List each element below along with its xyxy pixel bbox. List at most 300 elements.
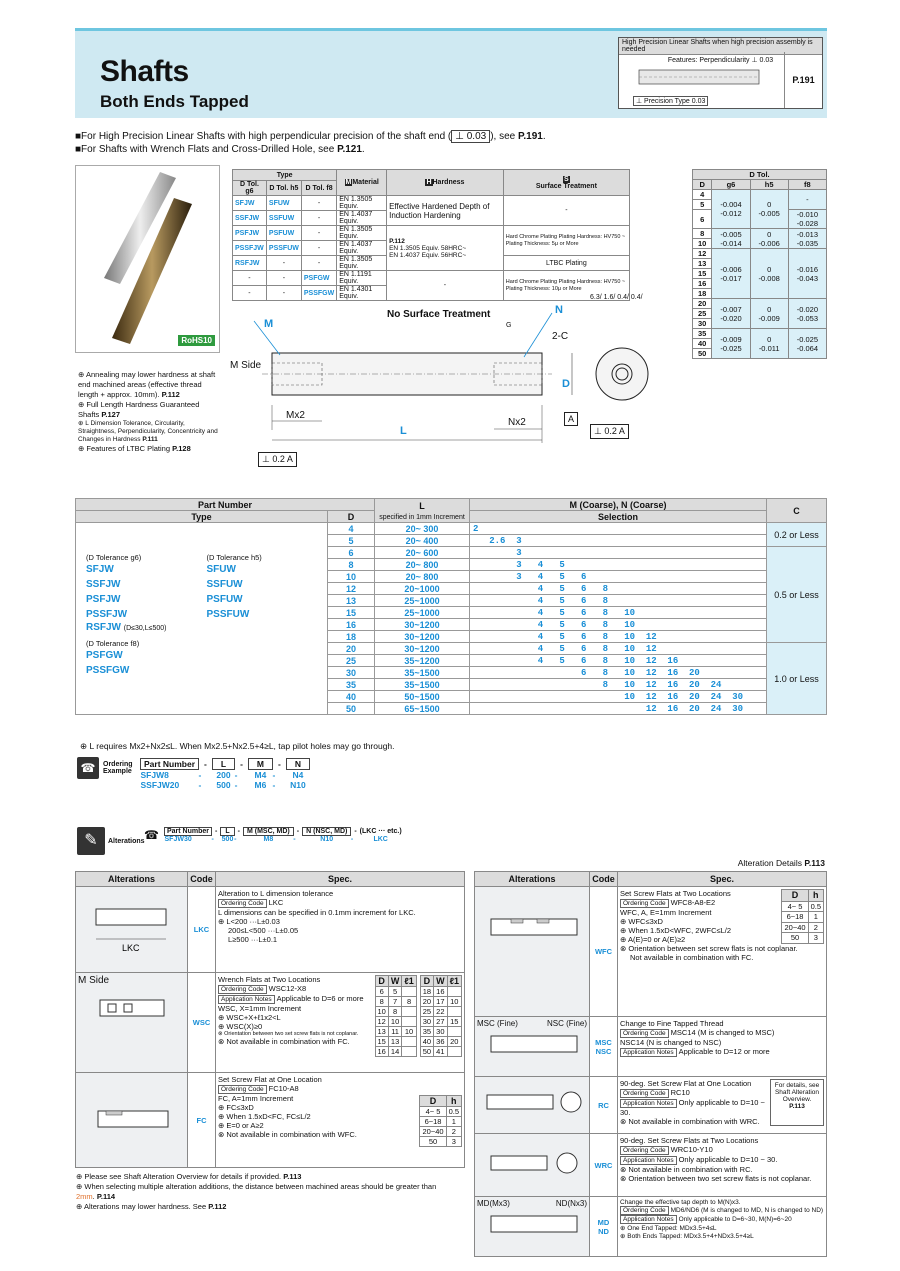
pn-mn-selection: 4 5 6 8 10 xyxy=(470,607,767,619)
dtol-d: 10 xyxy=(693,239,712,249)
foot-b-text: When selecting multiple alteration additions, the distance between machined areas should be greater than xyxy=(84,1182,437,1191)
dtol-d: 25 xyxy=(693,309,712,319)
wsc-r2-text: WSC(X)≥0 xyxy=(226,1022,263,1031)
type-cell: SSFUW xyxy=(266,211,301,226)
wfc-r3: ⊕ A(E)=0 or A(E)≥2 xyxy=(620,935,686,944)
wfc-r1: ⊕ WFC≤3xD xyxy=(620,917,663,926)
type-cell: - xyxy=(233,271,267,286)
pn-d: 15 xyxy=(328,607,375,619)
type-cell: - xyxy=(301,196,336,211)
rc-code: RC xyxy=(590,1077,618,1134)
order-h-n: N xyxy=(286,759,309,770)
rc-an-value: Only applicable to D=10 ~ 30. xyxy=(620,1098,765,1117)
drawing-m-side-label: M Side xyxy=(230,360,262,371)
msc-an-tag: Application Notes xyxy=(620,1048,677,1057)
hardness-value-1: EN 1.3505 Equiv. 58HRC~ xyxy=(389,244,467,252)
wrc-r1: ⊗ Not available in combination with RC. xyxy=(620,1165,753,1174)
note-full-length: ⊕ Full Length Hardness Guaranteed Shafts P.127 xyxy=(78,400,200,419)
wrc-r2: ⊗ Orientation between two set screw flats is not coplanar. xyxy=(620,1174,812,1183)
pn-d: 13 xyxy=(328,595,375,607)
lkc-r2: 200≤L<500 ···L±0.05 xyxy=(228,926,299,935)
pn-c: 0.5 or Less xyxy=(767,547,827,643)
pn-d: 18 xyxy=(328,631,375,643)
wfc-title: Set Screw Flats at Two Locations xyxy=(620,889,731,898)
alt-sep: - xyxy=(215,828,218,835)
type-cell: SSFJW xyxy=(233,211,267,226)
surface-cell: LTBC Plating xyxy=(503,256,629,271)
note1-tolerance: ⊥ 0.03 xyxy=(451,130,490,143)
alterations-phone-icon: ☎ xyxy=(144,828,159,842)
pn-l-range: 30~1200 xyxy=(375,619,470,631)
wfc-r4-text: Orientation between set screw flats is not coplanar. xyxy=(628,944,798,953)
wfc-h-table: D h 4~ 5 0.5 6~18 1 20~40 2 50 3 xyxy=(781,889,824,944)
md-oc-tag: Ordering Code xyxy=(620,1206,669,1215)
type-cell: - xyxy=(301,226,336,241)
msc-code: MSC NSC xyxy=(590,1017,618,1077)
pn-d: 50 xyxy=(328,703,375,715)
order-r1-n: N4 xyxy=(292,770,304,780)
md-shaft-svg xyxy=(477,1208,587,1238)
pn-d: 8 xyxy=(328,559,375,571)
rc-r-text: Not available in combination with WRC. xyxy=(628,1117,760,1126)
dtol-f8: -0.010 -0.028 xyxy=(788,210,826,229)
alt-sep: - xyxy=(354,828,357,835)
pn-l-range: 20~ 300 xyxy=(375,523,470,535)
note2-page-link[interactable]: P.121 xyxy=(337,144,362,155)
msc-title: Change to Fine Tapped Thread xyxy=(620,1019,724,1028)
pn-type-rs: RSFJW (D≤30,L≤500) xyxy=(86,622,167,633)
part-number-table xyxy=(75,498,827,715)
lkc-r1-text: L<200 ···L±0.03 xyxy=(226,917,280,926)
dtol-h-f8: f8 xyxy=(788,180,826,190)
pn-footnote-text: L requires Mx2+Nx2≤L. When Mx2.5+Nx2.5+4≥L, tap pilot holes may go through. xyxy=(89,741,395,751)
drawing-nx2-label: Nx2 xyxy=(508,417,526,428)
foot-b-link[interactable]: P.114 xyxy=(96,1192,116,1201)
alt-h-m: M (MSC, MD) xyxy=(243,828,293,836)
rc-oc-tag: Ordering Code xyxy=(620,1089,669,1098)
wsc-desc: WSC, X=1mm Increment xyxy=(218,1004,302,1013)
wsc-lbl: M Side xyxy=(78,975,110,986)
wsc-r4-text: Not available in combination with FC. xyxy=(226,1037,350,1046)
surface-cell: Hard Chrome Plating Plating Hardness: HV750 ~ Plating Thickness: 5μ or More xyxy=(503,226,629,256)
ref-line1: High Precision Linear Shafts when high precision assembly is needed xyxy=(619,38,822,55)
wsc-title: Wrench Flats at Two Locations xyxy=(218,975,321,984)
alt-h-l: L xyxy=(221,828,234,836)
alterations-table-right xyxy=(474,871,827,1257)
wsc-an-tag: Application Notes xyxy=(218,995,275,1004)
pn-d: 35 xyxy=(328,679,375,691)
pn-mn-selection: 4 5 6 8 10 xyxy=(470,619,767,631)
alt-r-th-alterations: Alterations xyxy=(475,872,590,887)
left-feature-notes xyxy=(78,370,220,454)
no-surface-treatment-label: No Surface Treatment xyxy=(387,309,491,320)
lkc-shaft-svg xyxy=(78,889,184,959)
hardness-page-link[interactable]: P.112 xyxy=(389,237,405,245)
material-cell: EN 1.3505 Equiv. xyxy=(337,226,387,241)
phone-icon: ☎ xyxy=(77,757,99,779)
fc-desc: FC, A=1mm Increment xyxy=(218,1094,294,1103)
alt-h-pn: Part Number xyxy=(165,828,212,836)
md-oc-value: MD6/ND6 (M is changed to MD, N is changed to ND) xyxy=(670,1207,824,1214)
dtol-g6: -0.009 -0.025 xyxy=(712,329,750,359)
pn-d: 4 xyxy=(328,523,375,535)
wrc-spec xyxy=(618,1134,827,1197)
wsc-r1-text: WSC+X+ℓ1x2<L xyxy=(226,1013,281,1022)
md-lbl1: MD(Mx3) xyxy=(477,1199,510,1208)
note2-text: For Shafts with Wrench Flats and Cross-Drilled Hole, see xyxy=(81,144,335,155)
dtol-f8: -0.016 -0.043 xyxy=(788,249,826,299)
shaft-photo-illustration xyxy=(76,166,219,352)
drawing-n-label: N xyxy=(555,304,563,316)
wrc-code: WRC xyxy=(590,1134,618,1197)
d-tolerance-table xyxy=(692,169,827,359)
note-annealing-text: Annealing may lower hardness at shaft end machined areas (effective thread length + approx. 10mm). xyxy=(78,370,216,399)
foot-a-text: Please see Shaft Alteration Overview for details if provided. xyxy=(84,1172,282,1181)
md-title: Change the effective tap depth to M(N)x3. xyxy=(620,1199,741,1206)
material-cell: EN 1.4301 Equiv. xyxy=(337,286,387,301)
dtol-title: D Tol. xyxy=(693,170,827,180)
pn-d: 5 xyxy=(328,535,375,547)
pn-d: 20 xyxy=(328,643,375,655)
dtol-h5: 0 -0.009 xyxy=(750,299,788,329)
hardness-cell: - xyxy=(387,271,504,301)
dtol-d: 15 xyxy=(693,269,712,279)
pn-l-range: 35~1200 xyxy=(375,655,470,667)
dtol-h5: 0 -0.005 xyxy=(750,190,788,229)
th-hardness-label: Hardness xyxy=(432,179,465,186)
dtol-f8: -0.020 -0.053 xyxy=(788,299,826,329)
pn-th-l-sub: specified in 1mm Increment xyxy=(379,513,465,521)
wsc-oc-value: WSC12-X8 xyxy=(268,984,307,993)
note-ltbc: ⊕ Features of LTBC Plating P.128 xyxy=(78,444,191,453)
pn-footnote: ⊕ L requires Mx2+Nx2≤L. When Mx2.5+Nx2.5+4≥L, tap pilot holes may go through. xyxy=(80,741,395,751)
intro-notes xyxy=(75,130,546,156)
dtol-d: 13 xyxy=(693,259,712,269)
foot-a: ⊕ Please see Shaft Alteration Overview for details if provided. P.113 xyxy=(76,1172,302,1181)
fc-r4: ⊗ Not available in combination with WFC. xyxy=(218,1130,357,1139)
surface-icon: S xyxy=(564,175,569,183)
wrc-oc-tag: Ordering Code xyxy=(620,1146,669,1155)
alt-ex-n: N10 xyxy=(320,836,334,843)
alteration-details-text: Alteration Details xyxy=(737,858,802,868)
wfc-r2-text: When 1.5xD<WFC, 2WFC≤L/2 xyxy=(628,926,732,935)
dtol-g6: -0.006 -0.017 xyxy=(712,249,750,299)
md-lbl2: ND(Nx3) xyxy=(555,1199,587,1208)
type-cell: PSSFJW xyxy=(233,241,267,256)
wsc-r2: ⊕ WSC(X)≥0 xyxy=(218,1022,263,1031)
hardness-cell xyxy=(387,226,504,271)
md-spec xyxy=(618,1197,827,1257)
wfc-r1-text: WFC≤3xD xyxy=(628,917,663,926)
type-cell: - xyxy=(266,286,301,301)
type-cell: - xyxy=(301,241,336,256)
th-g6: D Tol. g6 xyxy=(233,181,267,196)
rc-spec xyxy=(618,1077,827,1134)
shaft-technical-drawing xyxy=(232,295,687,475)
note-wrench-flats: ■For Shafts with Wrench Flats and Cross-Drilled Hole, see P.121. xyxy=(75,144,365,155)
fc-r1-text: FC≤3xD xyxy=(226,1103,254,1112)
fc-r3: ⊕ E=0 or A≥2 xyxy=(218,1121,264,1130)
pn-type-g6: SFJW xyxy=(86,564,114,575)
note-ltbc-link[interactable]: P.128 xyxy=(172,444,191,453)
order-sep: - xyxy=(240,759,243,769)
ordering-example xyxy=(77,757,137,785)
dtol-h-g6: g6 xyxy=(712,180,750,190)
pn-type-f8: PSFGW xyxy=(86,650,123,661)
note1-page-link[interactable]: P.191 xyxy=(518,131,543,142)
order-sep: - xyxy=(234,780,238,790)
pn-type-h5: PSFUW xyxy=(206,594,243,605)
pn-mn-selection: 3 xyxy=(470,547,767,559)
alterations-label: Alterations xyxy=(108,838,145,845)
hardness-icon: H xyxy=(426,179,432,186)
alt-h-n: N (NSC, MD) xyxy=(303,828,351,836)
pn-d: 16 xyxy=(328,619,375,631)
material-cell: EN 1.4037 Equiv. xyxy=(337,211,387,226)
order-r1-l: 200 xyxy=(216,770,231,780)
wfc-r2: ⊕ When 1.5xD<WFC, 2WFC≤L/2 xyxy=(620,926,732,935)
pn-mn-selection: 3 4 5 6 xyxy=(470,571,767,583)
ref-page-link[interactable]: P.191 xyxy=(784,52,822,108)
lkc-spec xyxy=(216,887,465,973)
order-h-partnumber: Part Number xyxy=(141,759,199,770)
surface-cell: Hard Chrome Plating Plating Hardness: HV750 ~ Plating Thickness: 10μ or More xyxy=(503,271,629,301)
fc-h-table: D h 4~ 5 0.5 6~18 1 20~40 2 50 3 xyxy=(419,1095,462,1147)
pn-mn-selection: 2.6 3 xyxy=(470,535,767,547)
fc-code: FC xyxy=(188,1073,216,1168)
type-cell: - xyxy=(301,211,336,226)
msc-oc-value2: NSC14 (N is changed to NSC) xyxy=(620,1038,722,1047)
pn-d: 10 xyxy=(328,571,375,583)
order-r2-l: 500 xyxy=(216,780,231,790)
wrc-shaft-svg xyxy=(477,1136,587,1192)
page-title: Shafts xyxy=(100,55,189,88)
msc-lbl2: NSC (Fine) xyxy=(546,1019,587,1028)
pn-mn-selection: 8 10 12 16 20 24 xyxy=(470,679,767,691)
order-sep: - xyxy=(278,759,281,769)
alterations-icon: ✎ xyxy=(77,827,105,855)
ref-shaft-drawing xyxy=(629,62,779,92)
type-cell: PSFGW xyxy=(301,271,336,286)
md-r1: ⊕ One End Tapped: MDx3.5+4≤L xyxy=(620,1225,717,1232)
msc-oc-tag: Ordering Code xyxy=(620,1029,669,1038)
th-material-label: Material xyxy=(352,179,379,186)
dtol-h-d: D xyxy=(693,180,712,190)
product-photo xyxy=(75,165,220,353)
order-r2-pn: SSFJW20 xyxy=(140,780,180,790)
material-icon: M xyxy=(345,179,352,186)
wrc-an-tag: Application Notes xyxy=(620,1156,677,1165)
alt-sep: - xyxy=(211,835,214,843)
pn-type-list: (D Tolerance g6) SFJW SSFJW PSFJW PSSFJW RSFJW (D≤30,L≤500) (D Tolerance h5) SFUW SSFUW PSFUW PSSFUW (D Tolerance f8) PSFGW PSSFGW xyxy=(76,523,328,715)
order-r1-m: M4 xyxy=(254,770,267,780)
lkc-lbl: LKC xyxy=(122,943,140,953)
alt-l-th-code: Code xyxy=(188,872,216,887)
order-h-l: L xyxy=(212,759,234,770)
drawing-chamfer-label: 2-C xyxy=(552,331,569,342)
foot-b: ⊕ When selecting multiple alteration additions, the distance between machined areas should be greater than 2mm. P.114 xyxy=(76,1182,437,1201)
wsc-tables: D W ℓ1 6 5 8 7 8 10 8 12 10 13 11 10 15 13 16 14 D W ℓ1 18 16 20 17 10 25 22 30 27 15 35 30 40 36 20 50 41 xyxy=(375,975,463,1057)
alterations-table-left xyxy=(75,871,465,1168)
wsc-code: WSC xyxy=(188,973,216,1073)
alt-sep: - xyxy=(237,828,240,835)
pn-l-range: 30~1200 xyxy=(375,643,470,655)
surface-cell: - xyxy=(503,196,629,226)
th-h5: D Tol. h5 xyxy=(266,181,301,196)
dtol-d: 30 xyxy=(693,319,712,329)
alt-sep: - xyxy=(234,835,237,843)
wrc-title: 90-deg. Set Screw Flats at Two Locations xyxy=(620,1136,759,1145)
note-annealing: ⊕ Annealing may lower hardness at shaft end machined areas (effective thread length + approx. 10mm). P.112 xyxy=(78,370,216,399)
note1-end: . xyxy=(542,131,546,142)
precision-reference-box xyxy=(618,37,823,109)
pn-mn-selection: 4 5 6 8 xyxy=(470,595,767,607)
note-tolerance-link[interactable]: P.111 xyxy=(142,436,158,443)
pn-d: 6 xyxy=(328,547,375,559)
wsc-spec xyxy=(216,973,465,1073)
foot-c-text: Alterations may lower hardness. See xyxy=(83,1202,207,1211)
pn-l-range: 25~1000 xyxy=(375,607,470,619)
dtol-d: 5 xyxy=(693,200,712,210)
pn-type-h5: PSSFUW xyxy=(206,609,250,620)
note1-see: ), see xyxy=(490,131,516,142)
foot-c: ⊕ Alterations may lower hardness. See P.112 xyxy=(76,1202,227,1211)
pn-type-h5: SSFUW xyxy=(206,579,243,590)
rc-side-link[interactable]: P.113 xyxy=(789,1103,805,1110)
note-ltbc-text: Features of LTBC Plating xyxy=(86,444,171,453)
material-cell: EN 1.1191 Equiv. xyxy=(337,271,387,286)
pn-l-range: 35~1500 xyxy=(375,679,470,691)
pn-d: 40 xyxy=(328,691,375,703)
rohs-badge: RoHS10 xyxy=(178,335,215,346)
fc-oc-value: FC10-A8 xyxy=(268,1084,299,1093)
dtol-h5: 0 -0.006 xyxy=(750,229,788,249)
md-r1-text: One End Tapped: MDx3.5+4≤L xyxy=(627,1225,717,1232)
order-sep: - xyxy=(234,769,238,780)
type-cell: - xyxy=(301,256,336,271)
foot-c-link[interactable]: P.112 xyxy=(208,1202,227,1211)
wfc-illustration xyxy=(475,887,590,1017)
pn-c: 0.2 or Less xyxy=(767,523,827,547)
fc-title: Set Screw Flat at One Location xyxy=(218,1075,322,1084)
alterations-example-table xyxy=(164,827,402,843)
fc-shaft-svg xyxy=(78,1075,184,1155)
dtol-d: 50 xyxy=(693,349,712,359)
alteration-details-ref xyxy=(738,858,825,868)
md-illustration xyxy=(475,1197,590,1257)
note-tolerance-text: L Dimension Tolerance, Circularity, Straightness, Perpendicularity, Concentricity and Changes in Hardness xyxy=(78,420,218,443)
th-surface xyxy=(503,170,629,196)
foot-b-2mm: 2mm xyxy=(76,1192,93,1201)
alt-sep: - xyxy=(350,835,354,843)
fc-illustration xyxy=(76,1073,188,1168)
ref-precision: ⊥ Precision Type 0.03 xyxy=(633,96,708,106)
alt-h-etc: (LKC ··· etc.) xyxy=(359,828,402,835)
wfc-r4: ⊗ Orientation between set screw flats is not coplanar. xyxy=(620,944,798,953)
material-cell: EN 1.4037 Equiv. xyxy=(337,241,387,256)
pn-l-range: 20~ 600 xyxy=(375,547,470,559)
wsc-illustration xyxy=(76,973,188,1073)
md-r2-text: Both Ends Tapped: MDx3.5+4+NDx3.5+4≥L xyxy=(627,1233,754,1240)
wsc-r3-text: Orientation between two set screw flats is not coplanar. xyxy=(224,1031,359,1037)
drawing-d-label: D xyxy=(562,378,570,390)
order-sep: - xyxy=(198,769,202,780)
rc-r: ⊗ Not available in combination with WRC. xyxy=(620,1117,760,1126)
drawing-mx2-label: Mx2 xyxy=(286,410,305,421)
rc-shaft-svg xyxy=(477,1079,587,1129)
lkc-oc-tag: Ordering Code xyxy=(218,899,267,908)
pn-th-partnumber: Part Number xyxy=(76,499,375,511)
foot-a-link[interactable]: P.113 xyxy=(283,1172,302,1181)
pn-l-range: 30~1200 xyxy=(375,631,470,643)
pn-l-range: 50~1500 xyxy=(375,691,470,703)
msc-shaft-svg xyxy=(477,1028,587,1058)
pn-th-l xyxy=(375,499,470,523)
rc-an-tag: Application Notes xyxy=(620,1099,677,1108)
wfc-shaft-svg xyxy=(477,889,587,969)
md-code: MD ND xyxy=(590,1197,618,1257)
rc-side-text: For details, see Shaft Alteration Overview. xyxy=(774,1082,820,1103)
note2-end: . xyxy=(361,144,365,155)
order-sep: - xyxy=(198,780,202,790)
fc-r2-text: When 1.5xD<FC, FC≤L/2 xyxy=(226,1112,311,1121)
dtol-d: 35 xyxy=(693,329,712,339)
wfc-spec xyxy=(618,887,827,1017)
fc-r3-text: E=0 or A≥2 xyxy=(226,1121,264,1130)
pn-mn-selection: 4 5 6 8 10 12 xyxy=(470,631,767,643)
pn-c: 1.0 or Less xyxy=(767,643,827,715)
dtol-f8: - xyxy=(788,190,826,210)
lkc-desc: L dimensions can be specified in 0.1mm increment for LKC. xyxy=(218,908,416,917)
drawing-datum-a: A xyxy=(564,412,578,426)
material-cell: EN 1.3505 Equiv. xyxy=(337,256,387,271)
type-cell: PSFJW xyxy=(233,226,267,241)
alt-sep: - xyxy=(293,835,296,843)
note-annealing-link[interactable]: P.112 xyxy=(161,390,180,399)
note-tolerance: ⊕ L Dimension Tolerance, Circularity, Straightness, Perpendicularity, Concentricity and Changes in Hardness P.111 xyxy=(78,420,218,443)
dtol-d: 16 xyxy=(693,279,712,289)
alteration-details-link[interactable]: P.113 xyxy=(804,858,825,868)
wrc-oc-value: WRC10-Y10 xyxy=(670,1145,713,1154)
dtol-d: 40 xyxy=(693,339,712,349)
note-full-length-link[interactable]: P.127 xyxy=(101,410,120,419)
pn-l-range: 20~ 800 xyxy=(375,559,470,571)
alt-r-th-spec: Spec. xyxy=(618,872,827,887)
order-sep: - xyxy=(204,759,207,769)
drawing-roughness: 6.3/ 1.6/ 0.4/ 0.4/ xyxy=(590,294,643,301)
dtol-g6: -0.005 -0.014 xyxy=(712,229,750,249)
lkc-r3: L≥500 ···L±0.1 xyxy=(228,935,278,944)
wfc-r3-text: A(E)=0 or A(E)≥2 xyxy=(627,935,686,944)
pn-l-range: 20~1000 xyxy=(375,583,470,595)
material-cell: EN 1.3505 Equiv. xyxy=(337,196,387,211)
wrc-r2-text: Orientation between two set screw flats is not coplanar. xyxy=(628,1174,812,1183)
wfc-oc-value: WFC8-A8-E2 xyxy=(670,898,716,907)
alt-ex-m: M8 xyxy=(263,836,274,843)
order-sep: - xyxy=(272,769,276,780)
th-type: Type xyxy=(233,170,337,181)
pn-type-f8: PSSFGW xyxy=(86,665,130,676)
fc-oc-tag: Ordering Code xyxy=(218,1085,267,1094)
type-cell: PSSFUW xyxy=(266,241,301,256)
note-high-precision: ■For High Precision Linear Shafts with high perpendicular precision of the shaft end ( ⊥ 0.03 ), see P.191. xyxy=(75,131,546,142)
pn-mn-selection: 4 5 6 8 10 12 xyxy=(470,643,767,655)
md-r2: ⊕ Both Ends Tapped: MDx3.5+4+NDx3.5+4≥L xyxy=(620,1233,754,1240)
pn-l-range: 65~1500 xyxy=(375,703,470,715)
lkc-illustration xyxy=(76,887,188,973)
pn-d: 12 xyxy=(328,583,375,595)
dtol-d: 18 xyxy=(693,289,712,299)
